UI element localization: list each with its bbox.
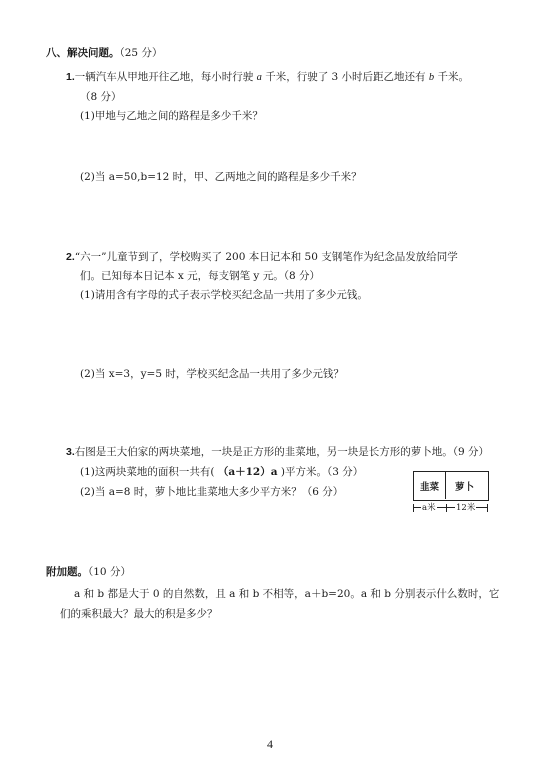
q1-stem bbox=[66, 70, 469, 85]
chive-plot-label: 韭菜 bbox=[420, 482, 440, 493]
q2-sub2: (2)当 x=3，y=5 时，学校买纪念品一共用了多少元钱？ bbox=[80, 368, 344, 380]
radish-plot-label: 萝卜 bbox=[455, 482, 475, 493]
bonus-title: 附加题。 bbox=[46, 566, 88, 578]
bonus-heading bbox=[46, 565, 131, 579]
plots-divider bbox=[445, 471, 446, 499]
q3-sub1-post: )平方米。（3 分） bbox=[280, 466, 364, 478]
q3-sub1 bbox=[80, 465, 363, 479]
dim-mid-tick bbox=[446, 504, 447, 512]
bonus-score: （10 分） bbox=[88, 566, 131, 578]
page-number: 4 bbox=[267, 737, 273, 751]
q1-var-b: b bbox=[428, 72, 435, 83]
q1-text-a: 一辆汽车从甲地开往乙地，每小时行驶 bbox=[74, 71, 254, 83]
q1-number: 1. bbox=[66, 71, 75, 83]
section-score: （25 分） bbox=[119, 47, 163, 59]
q2-line1-text: “六一”儿童节到了，学校购买了 200 本日记本和 50 支钢笔作为纪念品发放给同学 bbox=[74, 251, 458, 263]
q3-sub2: (2)当 a=8 时，萝卜地比韭菜地大多少平方米？（6 分） bbox=[80, 486, 344, 498]
q1-text-c: 千米。 bbox=[437, 71, 469, 83]
q2-line1 bbox=[66, 250, 458, 264]
dim-right-label: 12米 bbox=[456, 503, 476, 513]
bonus-line2: 们的乘积最大？最大的积是多少？ bbox=[60, 608, 218, 620]
vegetable-plots-figure bbox=[413, 471, 489, 513]
section-heading bbox=[46, 46, 162, 60]
q1-sub1: (1)甲地与乙地之间的路程是多少千米？ bbox=[80, 110, 263, 122]
q2-line2: 们。已知每本日记本 x 元，每支钢笔 y 元。（8 分） bbox=[80, 270, 320, 282]
q2-sub1: (1)请用含有字母的式子表示学校买纪念品一共用了多少元钱。 bbox=[80, 289, 368, 301]
q3-line1 bbox=[66, 445, 489, 459]
q3-line1-text: 右图是王大伯家的两块菜地，一块是正方形的韭菜地，另一块是长方形的萝卜地。（9 分） bbox=[74, 446, 490, 458]
q3-sub1-pre: (1)这两块菜地的面积一共有( bbox=[80, 466, 215, 478]
dim-right bbox=[446, 504, 489, 512]
q2-number: 2. bbox=[66, 251, 75, 263]
dim-right-tick-end bbox=[487, 504, 488, 512]
section-title: 八、解决问题。 bbox=[46, 47, 120, 59]
dim-left bbox=[413, 504, 446, 512]
q3-sub1-answer: （a＋12）a bbox=[217, 466, 278, 478]
q1-var-a: a bbox=[256, 72, 262, 83]
dim-left-label: a米 bbox=[422, 503, 436, 513]
q1-score: （8 分） bbox=[80, 91, 122, 103]
dim-left-tick-start bbox=[413, 504, 414, 512]
q3-number: 3. bbox=[66, 446, 75, 458]
q1-text-b: 千米，行驶了 3 小时后距乙地还有 bbox=[265, 71, 426, 83]
bonus-line1: a 和 b 都是大于 0 的自然数，且 a 和 b 不相等，a＋b=20。a 和 b 分别表示什么数时，它 bbox=[74, 588, 500, 600]
q1-sub2: (2)当 a=50,b=12 时，甲、乙两地之间的路程是多少千米？ bbox=[80, 171, 362, 183]
